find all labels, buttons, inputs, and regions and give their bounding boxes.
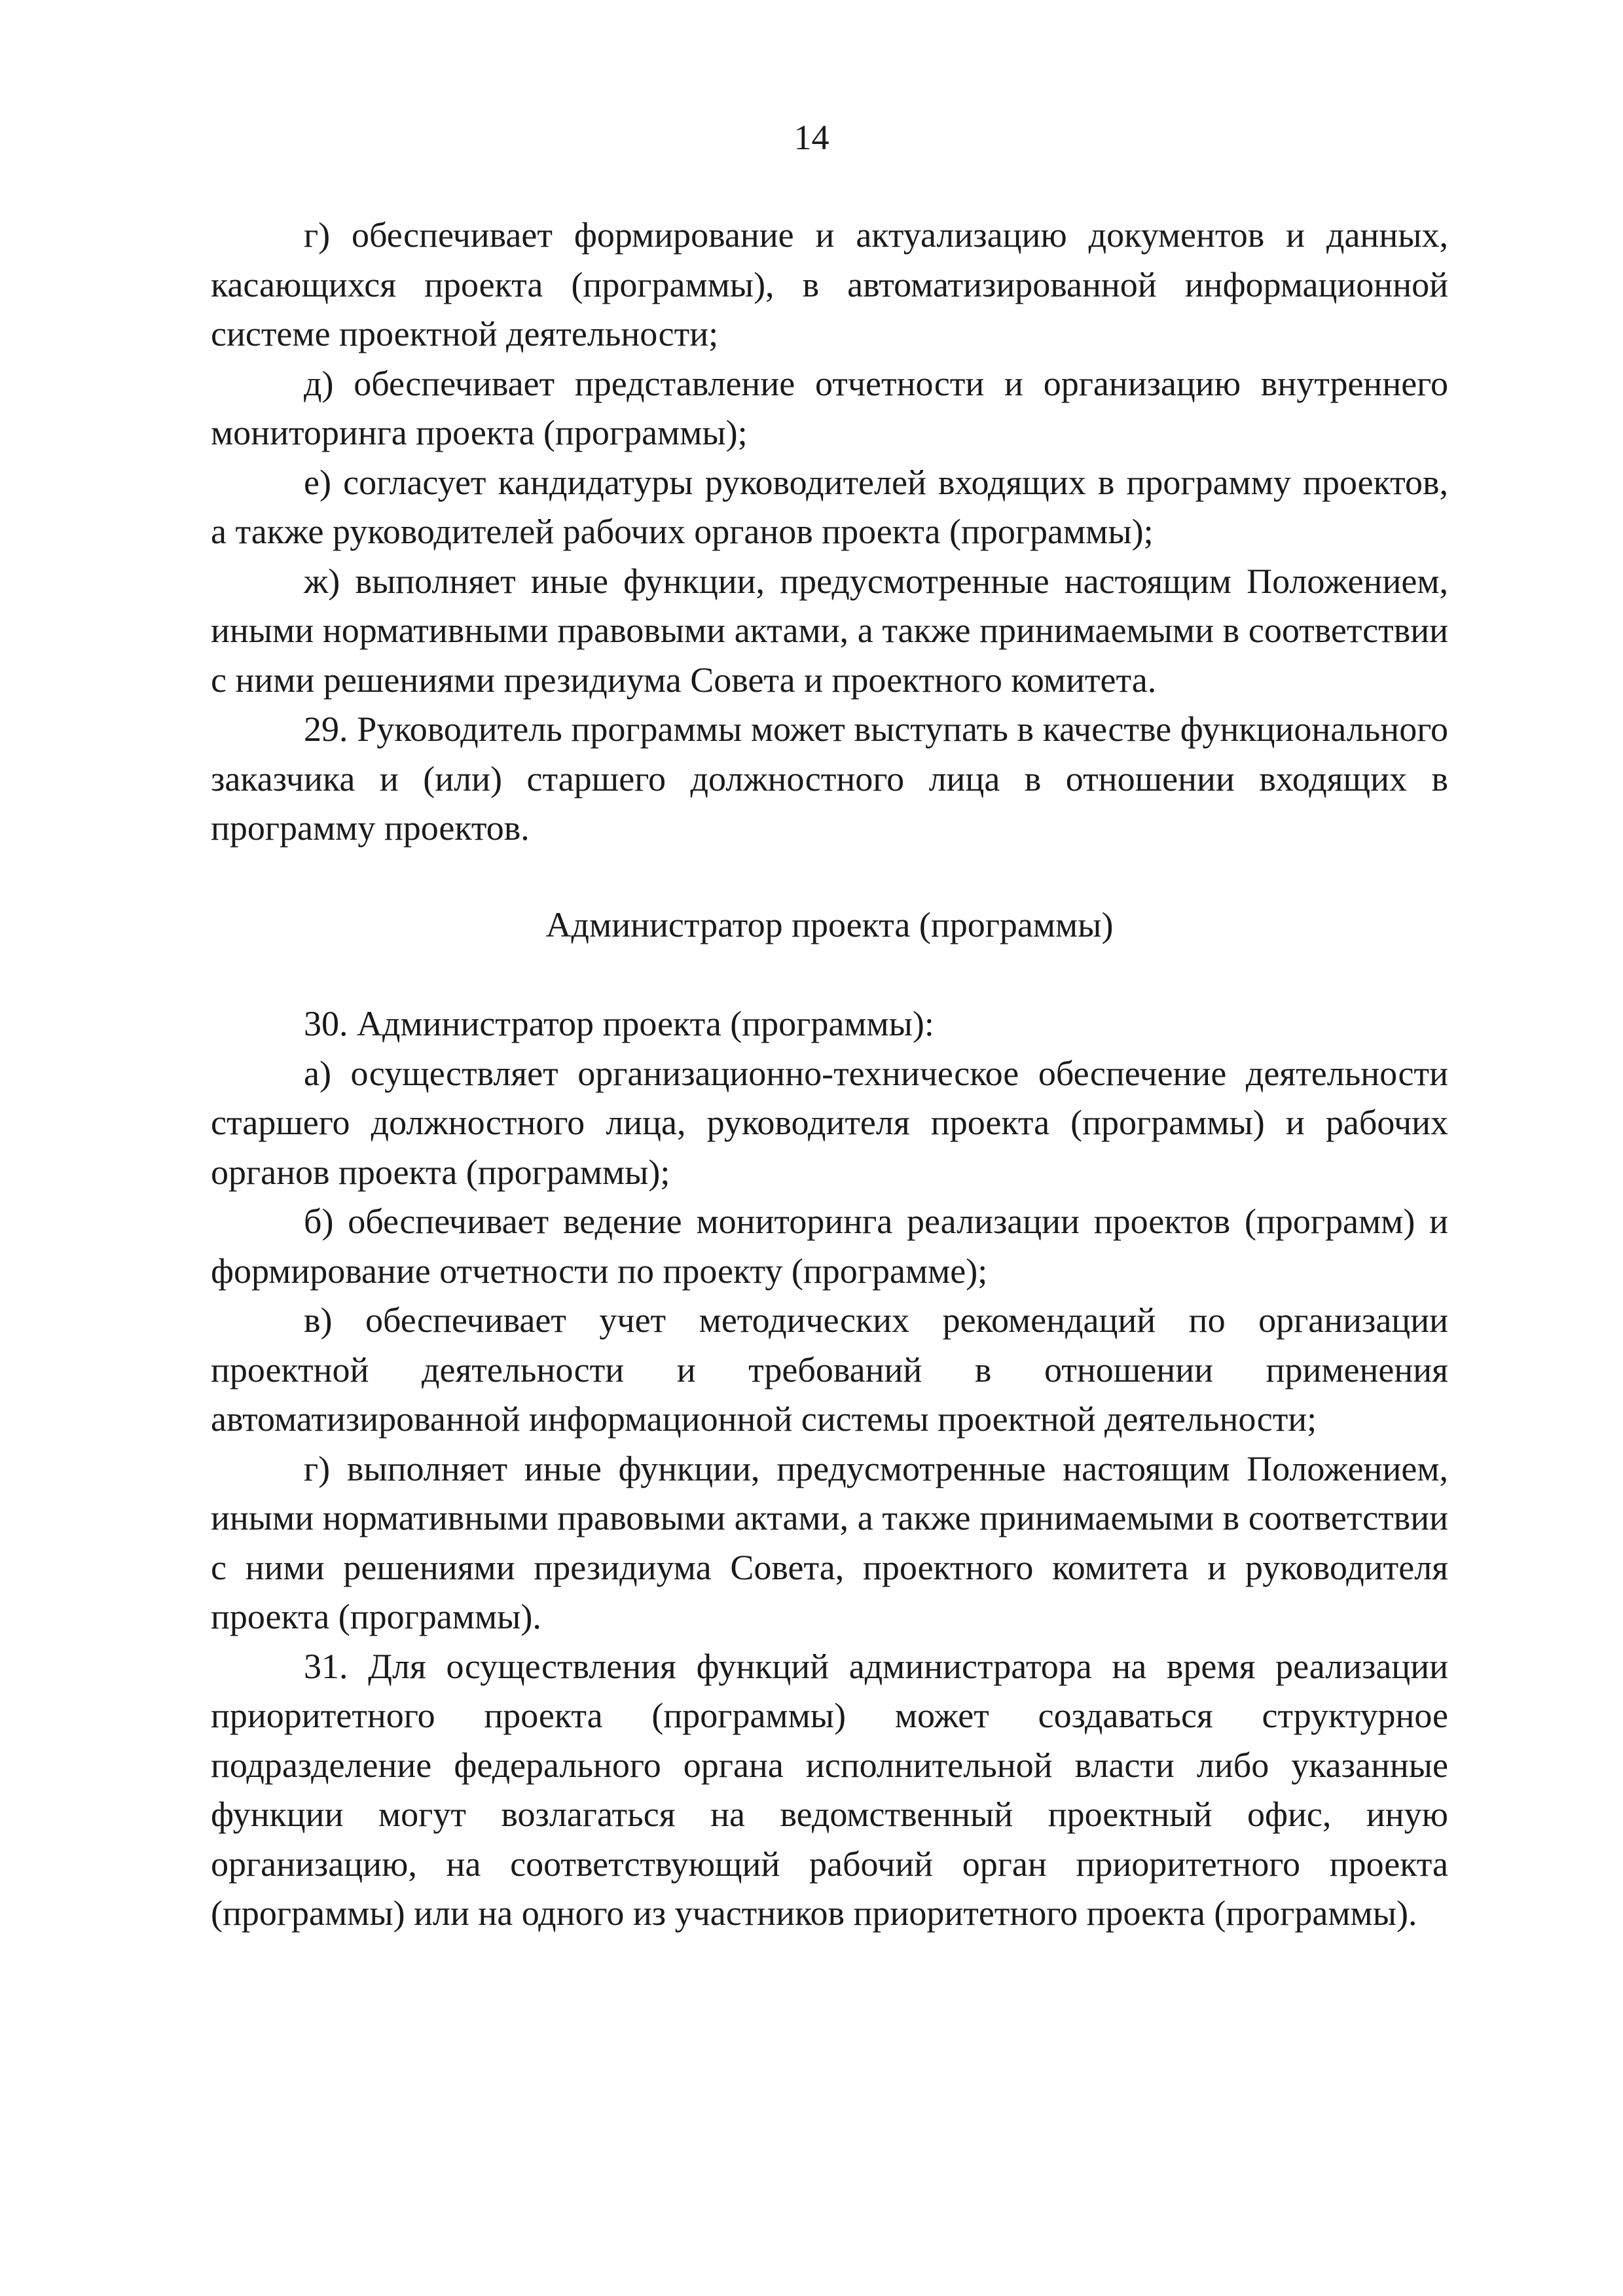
paragraph-item-d: д) обеспечивает представление отчетности и организацию внутреннего мониторинга проекта (программы); <box>211 363 1448 452</box>
paragraph-clause-30: 30. Администратор проекта (программы): <box>304 1004 934 1043</box>
paragraph-item-b: б) обеспечивает ведение мониторинга реализации проектов (программ) и формирование отчетности по проекту (программе); <box>211 1202 1448 1291</box>
document-body <box>211 211 1448 1939</box>
paragraph-clause-31: 31. Для осуществления функций администратора на время реализации приоритетного проекта (программы) может создаваться структурное подразделение федерального органа исполнительной власти либо указанные функции могут возлагаться на ведомственный проектный офис, иную организацию, на соответствующий рабочий орган приоритетного проекта (программы) или на одного из участников приоритетного проекта (программы). <box>211 1646 1448 1933</box>
paragraph-item-zh: ж) выполняет иные функции, предусмотренные настоящим Положением, иными нормативными правовыми актами, а также принимаемыми в соответствии с ними решениями президиума Совета и проектного комитета. <box>211 561 1448 700</box>
section-heading: Администратор проекта (программы) <box>545 905 1114 944</box>
page-number: 14 <box>793 118 830 157</box>
paragraph-clause-29: 29. Руководитель программы может выступать в качестве функционального заказчика и (или) старшего должностного лица в отношении входящих в программу проектов. <box>211 709 1448 848</box>
paragraph-item-a: а) осуществляет организационно-техническое обеспечение деятельности старшего должностного лица, руководителя проекта (программы) и рабочих органов проекта (программы); <box>211 1053 1448 1192</box>
paragraph-item-v: в) обеспечивает учет методических рекомендаций по организации проектной деятельности и требований в отношении применения автоматизированной информационной системы проектной деятельности; <box>211 1300 1448 1439</box>
paragraph-item-g-2: г) выполняет иные функции, предусмотренные настоящим Положением, иными нормативными правовыми актами, а также принимаемыми в соответствии с ними решениями президиума Совета, проектного комитета и руководителя проекта (программы). <box>211 1448 1448 1636</box>
paragraph-item-g: г) обеспечивает формирование и актуализацию документов и данных, касающихся проекта (программы), в автоматизированной информационной системе проектной деятельности; <box>211 215 1448 353</box>
paragraph-item-e: е) согласует кандидатуры руководителей входящих в программу проектов, а также руководителей рабочих органов проекта (программы); <box>211 462 1448 551</box>
